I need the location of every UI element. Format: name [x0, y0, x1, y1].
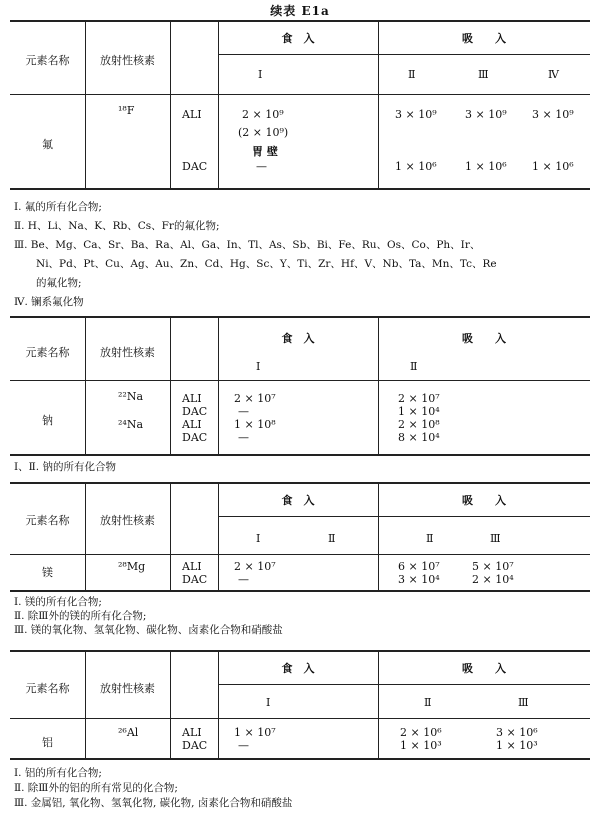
- nuclide: ²²Na: [118, 390, 144, 403]
- col-nuclide: 放射性核素: [100, 682, 155, 695]
- value: 1 × 10⁷: [234, 726, 276, 739]
- col-inhalation: 吸 入: [462, 32, 506, 45]
- note: Ⅳ. 镧系氟化物: [14, 296, 84, 308]
- magnesium-table: [10, 482, 590, 592]
- sodium-notes: [14, 458, 116, 477]
- ali-label: ALI: [182, 108, 202, 121]
- value: 3 × 10⁹: [395, 108, 437, 121]
- value: 1 × 10⁸: [234, 418, 276, 431]
- class-label: Ⅰ: [258, 68, 263, 81]
- value: 1 × 10³: [400, 739, 442, 752]
- value: 5 × 10⁷: [472, 560, 514, 573]
- dac-label: DAC: [182, 160, 208, 173]
- value: 1 × 10⁶: [395, 160, 437, 173]
- fluorine-table: [10, 20, 590, 190]
- value: —: [238, 573, 249, 586]
- element-name: 钠: [42, 414, 53, 427]
- value: —: [238, 431, 249, 444]
- class-label: Ⅱ: [410, 360, 418, 373]
- note: Ⅰ. 氟的所有化合物;: [14, 201, 102, 213]
- col-element-name: 元素名称: [25, 682, 70, 695]
- class-label: Ⅰ: [266, 696, 271, 709]
- class-label: Ⅳ: [548, 68, 559, 81]
- note: Ⅱ. 除Ⅲ外的铝的所有常见的化合物;: [14, 782, 178, 794]
- value: 胃 壁: [252, 145, 278, 158]
- col-nuclide: 放射性核素: [100, 346, 155, 359]
- col-ingestion: 食 入: [281, 32, 315, 45]
- nuclide: ²⁶Al: [118, 726, 139, 739]
- ali-label: ALI: [182, 418, 202, 431]
- value: —: [238, 405, 249, 418]
- class-label: Ⅱ: [426, 532, 434, 545]
- col-inhalation: 吸 入: [462, 494, 506, 507]
- note: Ⅰ、Ⅱ. 钠的所有化合物: [14, 461, 116, 473]
- element-name: 镁: [42, 566, 53, 579]
- col-ingestion: 食 入: [281, 494, 315, 507]
- class-label: Ⅲ: [478, 68, 489, 81]
- ali-label: ALI: [182, 392, 202, 405]
- col-element-name: 元素名称: [25, 54, 70, 67]
- aluminium-notes: [14, 766, 292, 811]
- note: Ⅰ. 铝的所有化合物;: [14, 767, 102, 779]
- value: 6 × 10⁷: [398, 560, 440, 573]
- value: 3 × 10⁴: [398, 573, 440, 586]
- col-inhalation: 吸 入: [462, 662, 506, 675]
- col-element-name: 元素名称: [25, 514, 70, 527]
- col-ingestion: 食 入: [281, 662, 315, 675]
- value: 1 × 10³: [496, 739, 538, 752]
- value: 1 × 10⁶: [465, 160, 507, 173]
- fluorine-notes: [14, 198, 497, 312]
- value: (2 × 10⁹): [238, 126, 289, 139]
- dac-label: DAC: [182, 431, 208, 444]
- value: 2 × 10⁷: [234, 560, 276, 573]
- element-name: 氟: [42, 138, 53, 151]
- class-label: Ⅲ: [490, 532, 501, 545]
- note: Ⅲ. 镁的氧化物、氢氧化物、碳化物、卤素化合物和硝酸盐: [14, 624, 283, 636]
- element-name: 铝: [42, 736, 53, 749]
- value: 3 × 10⁶: [496, 726, 538, 739]
- dac-label: DAC: [182, 573, 208, 586]
- col-nuclide: 放射性核素: [100, 514, 155, 527]
- note: Ⅱ. H、Li、Na、K、Rb、Cs、Fr的氟化物;: [14, 220, 220, 232]
- magnesium-notes: [14, 595, 283, 637]
- note: Ⅲ. Be、Mg、Ca、Sr、Ba、Ra、Al、Ga、In、Tl、As、Sb、Bi、Fe、Ru、Os、Co、Ph、Ir、: [14, 239, 481, 251]
- dac-label: DAC: [182, 739, 208, 752]
- class-label: Ⅱ: [328, 532, 336, 545]
- value: 1 × 10⁶: [532, 160, 574, 173]
- value: 2 × 10⁹: [242, 108, 284, 121]
- value: 2 × 10⁷: [234, 392, 276, 405]
- value: 1 × 10⁴: [398, 405, 440, 418]
- note: Ni、Pd、Pt、Cu、Ag、Au、Zn、Cd、Hg、Sc、Y、Ti、Zr、Hf、V、Nb、Ta、Mn、Tc、Re: [36, 258, 497, 270]
- ali-label: ALI: [182, 726, 202, 739]
- value: 8 × 10⁴: [398, 431, 440, 444]
- note: Ⅰ. 镁的所有化合物;: [14, 596, 102, 608]
- value: 2 × 10⁷: [398, 392, 440, 405]
- dac-label: DAC: [182, 405, 208, 418]
- note: 的氟化物;: [36, 277, 82, 289]
- value: —: [238, 739, 249, 752]
- nuclide: ¹⁸F: [118, 104, 135, 117]
- col-element-name: 元素名称: [25, 346, 70, 359]
- class-label: Ⅱ: [424, 696, 432, 709]
- col-ingestion: 食 入: [281, 332, 315, 345]
- class-label: Ⅱ: [408, 68, 416, 81]
- value: 2 × 10⁴: [472, 573, 514, 586]
- value: 2 × 10⁶: [400, 726, 442, 739]
- value: —: [256, 160, 267, 173]
- value: 3 × 10⁹: [465, 108, 507, 121]
- aluminium-table: [10, 650, 590, 762]
- sodium-table: [10, 316, 590, 456]
- nuclide: ²⁴Na: [118, 418, 144, 431]
- ali-label: ALI: [182, 560, 202, 573]
- class-label: Ⅰ: [256, 360, 261, 373]
- note: Ⅱ. 除Ⅲ外的镁的所有化合物;: [14, 610, 147, 622]
- nuclide: ²⁸Mg: [118, 560, 146, 573]
- value: 2 × 10⁸: [398, 418, 440, 431]
- value: 3 × 10⁹: [532, 108, 574, 121]
- page-title: 续表 E1a: [270, 4, 330, 18]
- note: Ⅲ. 金属铝, 氧化物、氢氧化物, 碳化物, 卤素化合物和硝酸盐: [14, 797, 293, 809]
- col-inhalation: 吸 入: [462, 332, 506, 345]
- class-label: Ⅲ: [518, 696, 529, 709]
- col-nuclide: 放射性核素: [100, 54, 155, 67]
- class-label: Ⅰ: [256, 532, 261, 545]
